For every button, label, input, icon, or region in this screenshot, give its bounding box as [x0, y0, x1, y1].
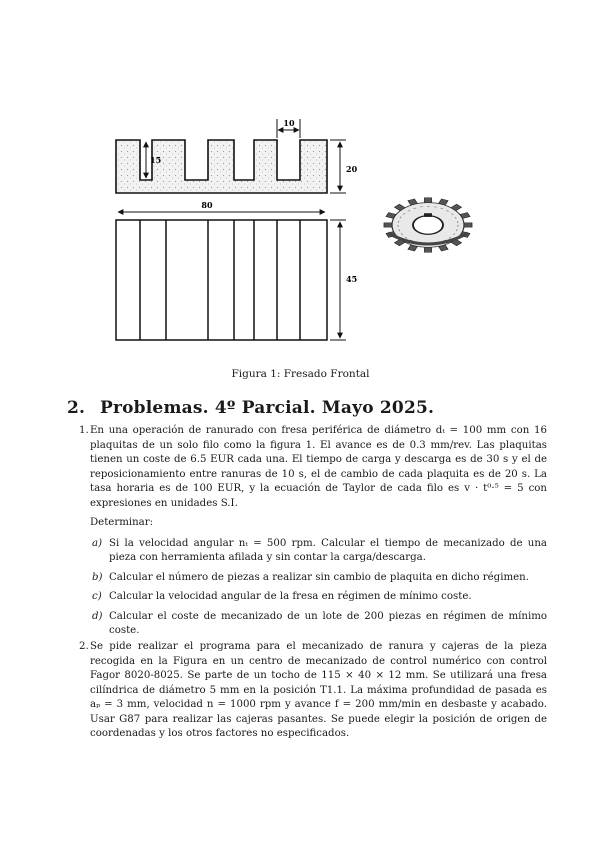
item-text: Calcular el coste de mecanizado de un lote de 200 piezas en régimen de mínimo coste. [109, 610, 547, 636]
problem-1-item-c [92, 590, 547, 605]
problem-1-determinar: Determinar: [90, 517, 154, 528]
dim-height: 20 [346, 164, 358, 174]
dim-top-width: 10 [283, 118, 295, 128]
item-label: c) [92, 591, 102, 602]
problem-1-text: En una operación de ranurado con fresa periférica de diámetro dₜ = 100 mm con 16 plaquitas de un solo filo como la figura 1. El avance es de 0.3 mm/rev. Las plaquitas tienen un coste de 6.5 EUR cada una. El tiempo de carga y descarga es de 30 s y el de reposicionamiento entre ranuras de 10 s, el de cambio de cada plaquita es de 20 s. La tasa horaria es de 100 EUR, y la ecuación de Taylor de cada filo es v · t⁰·⁵ = 5 con expresiones en unidades S.I. [90, 425, 547, 509]
milling-cutter-image [384, 198, 472, 253]
section-title: Problemas. 4º Parcial. Mayo 2025. [100, 398, 435, 418]
problem-1-number: 1. [79, 425, 89, 436]
item-label: d) [92, 610, 103, 622]
problem-2 [79, 640, 547, 742]
section-number: 2. [67, 398, 86, 418]
problem-2-text: Se pide realizar el programa para el mecanizado de ranura y cajeras de la pieza recogida en la Figura en un centro de mecanizado de control numérico con control Fagor 8020-8025. Se parte de un tocho de 115 × 40 × 12 mm. Se utilizará una fresa cilíndrica de diámetro 5 mm en la posición T1.1. La máxima profundidad de pasada es aₚ = 3 mm, velocidad n = 1000 rpm y avance f = 200 mm/min en desbaste y acabado. Usar G87 para realizar las cajeras pasantes. Se puede elegir la posición de origen de coordenadas y los otros factores no especificados. [90, 641, 547, 739]
item-text: Calcular el número de piezas a realizar sin cambio de plaquita en dicho régimen. [109, 571, 529, 583]
front-view-profile [116, 140, 327, 193]
problem-1 [79, 424, 547, 644]
problem-2-number: 2. [79, 641, 89, 652]
dim-slot-depth: 15 [150, 155, 162, 165]
item-text: Si la velocidad angular nₜ = 500 rpm. Calcular el tiempo de mecanizado de una pieza con herramienta afilada y sin contar la carga/descarga. [109, 537, 547, 563]
dim-depth: 45 [346, 274, 358, 284]
figure-caption: Figura 1: Fresado Frontal [231, 368, 370, 380]
dim-length: 80 [201, 200, 213, 210]
item-label: a) [92, 537, 103, 549]
top-view [116, 220, 327, 340]
problem-1-item-d [92, 610, 547, 639]
figure-1 [0, 0, 601, 370]
workpiece-drawing [0, 0, 601, 370]
item-label: b) [92, 571, 103, 583]
item-text: Calcular la velocidad angular de la fresa en régimen de mínimo coste. [109, 591, 472, 602]
problem-1-item-b [92, 571, 547, 586]
problem-1-item-a [92, 537, 547, 566]
section-heading [67, 398, 434, 418]
